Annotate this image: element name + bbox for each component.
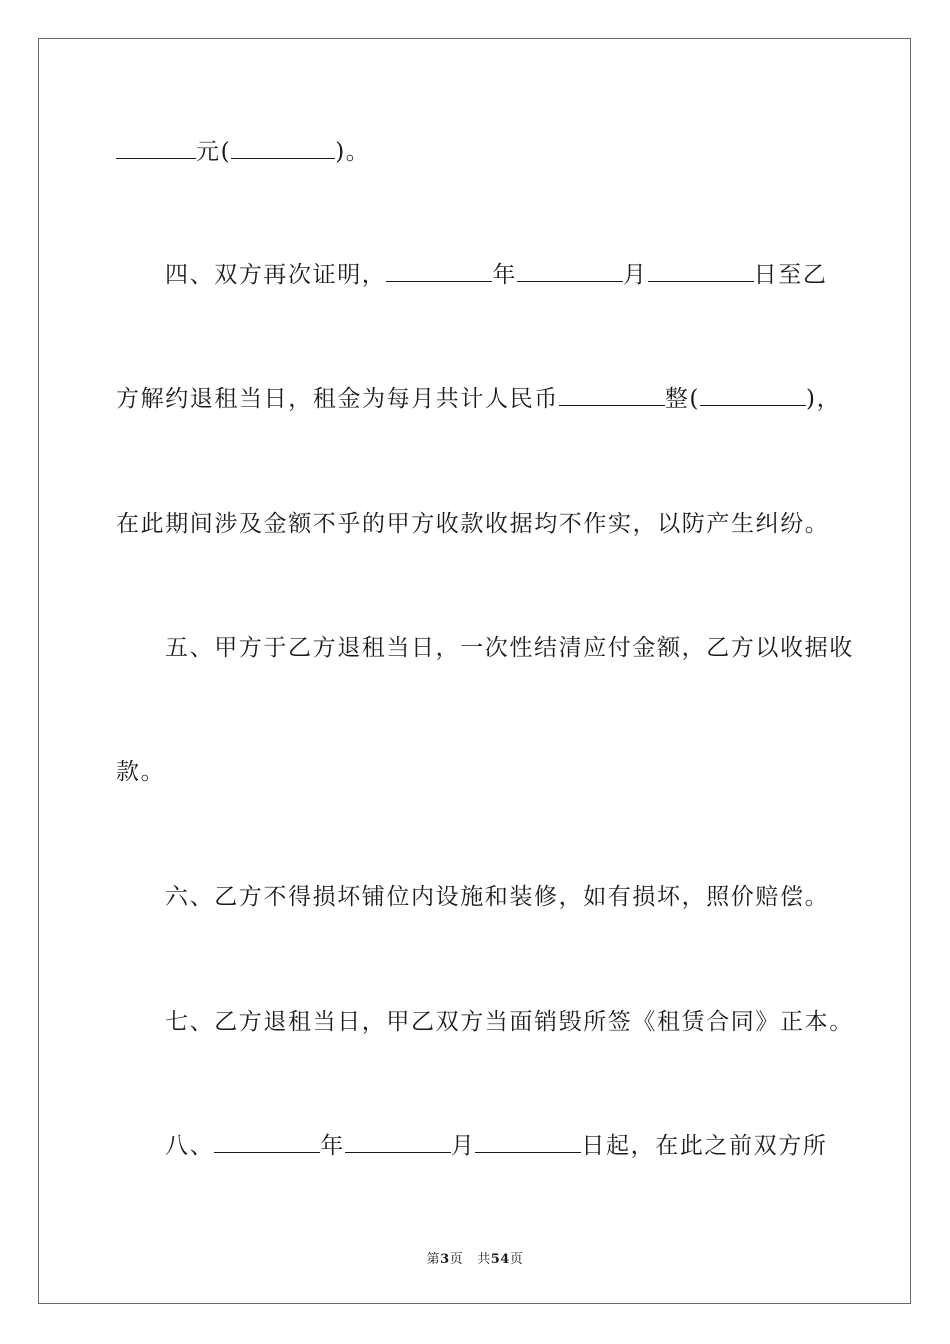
text-line-1 [116,137,370,167]
text-segment: 八、 [165,1133,215,1159]
page-border [38,38,911,1304]
page-footer [0,1248,950,1267]
text-line-5 [165,633,854,663]
text-segment: 日起，在此之前双方所 [581,1133,828,1159]
text-segment: 年 [320,1133,345,1159]
footer-page-prefix: 第 [426,1252,441,1267]
text-line-3 [116,384,841,414]
fill-blank [214,1134,320,1153]
text-segment: )。 [335,139,371,165]
text-segment: 五、甲方于乙方退租当日，一次性结清应付金额，乙方以收据收 [165,635,854,661]
fill-blank [116,140,196,159]
fill-blank [559,387,665,406]
text-segment: 在此期间涉及金额不乎的甲方收款收据均不作实，以防产生纠纷。 [116,511,830,537]
fill-blank [386,263,492,282]
text-line-8 [165,1007,854,1037]
text-segment: 月 [623,262,648,288]
text-segment: 款。 [116,759,166,785]
text-segment: 元( [196,139,232,165]
text-line-7 [165,882,829,912]
text-segment: 四、双方再次证明， [165,262,387,288]
text-line-4 [116,509,829,539]
footer-page-suffix: 页 [449,1252,464,1267]
text-segment: 日至乙 [753,262,828,288]
fill-blank [345,1134,451,1153]
total-pages: 54 [490,1252,510,1267]
fill-blank [475,1134,581,1153]
text-segment: 六、乙方不得损坏铺位内设施和装修，如有损坏，照价赔偿。 [165,884,830,910]
fill-blank [700,387,806,406]
text-line-9 [165,1131,827,1161]
text-segment: 月 [450,1133,476,1159]
text-segment: 整( [664,386,700,412]
text-segment: 年 [492,262,518,288]
text-segment: 方解约退租当日，租金为每月共计人民币 [116,386,559,412]
text-line-6 [116,757,165,787]
footer-total-prefix: 共 [477,1252,491,1267]
text-segment: )， [806,386,842,412]
footer-total-suffix: 页 [509,1252,524,1267]
fill-blank [517,263,623,282]
fill-blank [648,263,754,282]
text-segment: 七、乙方退租当日，甲乙双方当面销毁所签《租赁合同》正本。 [165,1009,854,1035]
text-line-2 [165,260,827,290]
page-number: 3 [440,1252,450,1267]
fill-blank [231,140,335,159]
